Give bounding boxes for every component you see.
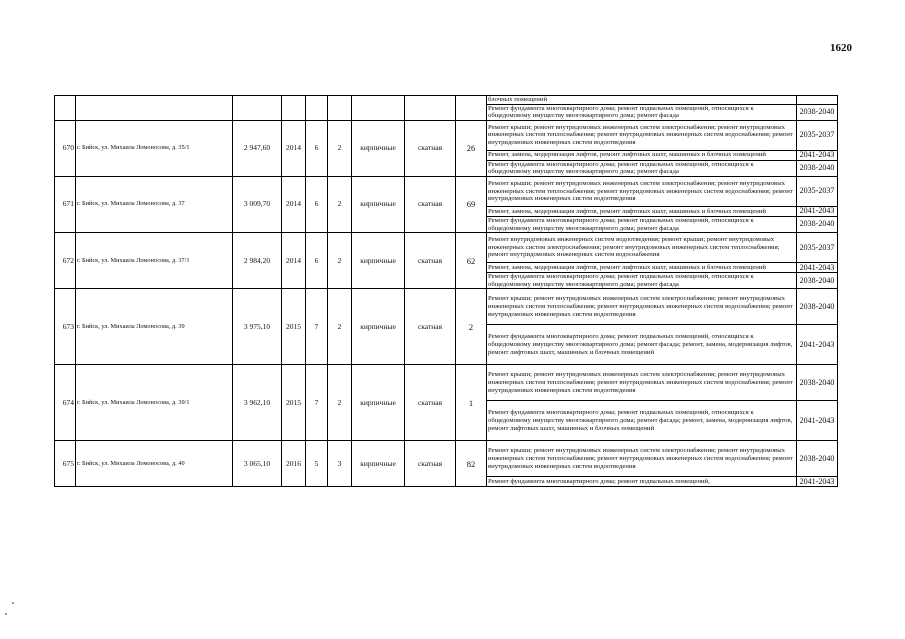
row-number: 673 bbox=[55, 289, 76, 365]
house-address: г. Бийск, ул. Михаила Ломоносова, д. 40 bbox=[76, 441, 233, 487]
cell-empty bbox=[233, 96, 282, 121]
house-floors: 6 bbox=[306, 176, 328, 232]
house-year: 2015 bbox=[282, 365, 306, 441]
work-description: Ремонт крыши; ремонт внутридомовых инженерных систем электроснабжения; ремонт внутридомовых инженерных систем теплоснабжения; ремонт внутридомовых инженерных систем водоснабжения; ремонт внутридомовых инженерных систем водоотведения bbox=[487, 176, 797, 206]
work-period: 2038-2040 bbox=[797, 273, 838, 289]
cell-empty bbox=[282, 96, 306, 121]
cell-empty bbox=[306, 96, 328, 121]
house-entrances: 2 bbox=[328, 120, 352, 176]
work-period: 2038-2040 bbox=[797, 160, 838, 176]
wall-material: кирпичные bbox=[352, 233, 405, 289]
house-address: г. Бийск, ул. Михаила Ломоносова, д. 37 bbox=[76, 176, 233, 232]
apartments-count: 69 bbox=[456, 176, 487, 232]
row-number: 671 bbox=[55, 176, 76, 232]
work-description: Ремонт крыши; ремонт внутридомовых инженерных систем электроснабжения; ремонт внутридомовых инженерных систем теплоснабжения; ремонт внутридомовых инженерных систем водоснабжения; ремонт внутридомовых инженерных систем водоотведения bbox=[487, 441, 797, 477]
house-address: г. Бийск, ул. Михаила Ломоносова, д. 35/1 bbox=[76, 120, 233, 176]
work-period: 2041-2043 bbox=[797, 206, 838, 216]
house-area: 2 947,60 bbox=[233, 120, 282, 176]
house-floors: 6 bbox=[306, 120, 328, 176]
house-address: г. Бийск, ул. Михаила Ломоносова, д. 39 bbox=[76, 289, 233, 365]
house-floors: 5 bbox=[306, 441, 328, 487]
apartments-count: 82 bbox=[456, 441, 487, 487]
work-period: 2038-2040 bbox=[797, 441, 838, 477]
house-area: 3 975,10 bbox=[233, 289, 282, 365]
house-year: 2015 bbox=[282, 289, 306, 365]
roof-type: скатная bbox=[405, 233, 456, 289]
house-year: 2014 bbox=[282, 233, 306, 289]
work-period: 2041-2043 bbox=[797, 401, 838, 441]
work-period: 2038-2040 bbox=[797, 216, 838, 232]
house-entrances: 2 bbox=[328, 365, 352, 441]
row-number: 670 bbox=[55, 120, 76, 176]
work-description: Ремонт внутридомовых инженерных систем водоотведения; ремонт крыши; ремонт внутридомовых инженерных систем электроснабжения; ремонт внутридомовых инженерных систем теплоснабжения; ремонт внутридомовых инженерных систем водоснабжения bbox=[487, 233, 797, 263]
scan-speck bbox=[12, 602, 14, 604]
house-floors: 6 bbox=[306, 233, 328, 289]
table-row bbox=[55, 120, 838, 150]
house-year: 2016 bbox=[282, 441, 306, 487]
table-row bbox=[55, 289, 838, 325]
house-area: 3 065,10 bbox=[233, 441, 282, 487]
work-period: 2041-2043 bbox=[797, 263, 838, 273]
wall-material: кирпичные bbox=[352, 441, 405, 487]
wall-material: кирпичные bbox=[352, 176, 405, 232]
house-floors: 7 bbox=[306, 365, 328, 441]
table-row bbox=[55, 441, 838, 477]
scan-speck bbox=[5, 613, 7, 615]
house-entrances: 2 bbox=[328, 176, 352, 232]
work-description: Ремонт фундамента многоквартирного дома; ремонт подвальных помещений, относящихся к общедомовому имуществу многоквартирного дома; ремонт фасада bbox=[487, 104, 797, 120]
work-description: Ремонт, замена, модернизация лифтов, ремонт лифтовых шахт, машинных и блочных помещений bbox=[487, 206, 797, 216]
house-entrances: 2 bbox=[328, 233, 352, 289]
work-period: 2035-2037 bbox=[797, 176, 838, 206]
capital-repair-table bbox=[54, 95, 838, 487]
roof-type: скатная bbox=[405, 120, 456, 176]
work-description: Ремонт фундамента многоквартирного дома; ремонт подвальных помещений, относящихся к общедомовому имуществу многоквартирного дома; ремонт фасада bbox=[487, 160, 797, 176]
row-number: 675 bbox=[55, 441, 76, 487]
house-area: 3 962,10 bbox=[233, 365, 282, 441]
work-description: блочных помещений bbox=[487, 96, 797, 105]
work-description: Ремонт крыши; ремонт внутридомовых инженерных систем электроснабжения; ремонт внутридомовых инженерных систем теплоснабжения; ремонт внутридомовых инженерных систем водоснабжения; ремонт внутридомовых инженерных систем водоотведения bbox=[487, 120, 797, 150]
house-address: г. Бийск, ул. Михаила Ломоносова, д. 37/1 bbox=[76, 233, 233, 289]
row-number: 674 bbox=[55, 365, 76, 441]
house-area: 2 984,20 bbox=[233, 233, 282, 289]
work-description: Ремонт крыши; ремонт внутридомовых инженерных систем электроснабжения; ремонт внутридомовых инженерных систем теплоснабжения; ремонт внутридомовых инженерных систем водоснабжения; ремонт внутридомовых инженерных систем водоотведения bbox=[487, 365, 797, 401]
work-period: 2038-2040 bbox=[797, 104, 838, 120]
house-year: 2014 bbox=[282, 176, 306, 232]
work-period: 2041-2043 bbox=[797, 325, 838, 365]
row-number: 672 bbox=[55, 233, 76, 289]
work-period: 2041-2043 bbox=[797, 477, 838, 487]
cell-empty bbox=[456, 96, 487, 121]
work-period: 2038-2040 bbox=[797, 289, 838, 325]
wall-material: кирпичные bbox=[352, 289, 405, 365]
work-period: 2038-2040 bbox=[797, 365, 838, 401]
work-description: Ремонт фундамента многоквартирного дома; ремонт подвальных помещений, относящихся к общедомовому имуществу многоквартирного дома; ремонт фасада bbox=[487, 216, 797, 232]
work-description: Ремонт фундамента многоквартирного дома; ремонт подвальных помещений, bbox=[487, 477, 797, 487]
apartments-count: 26 bbox=[456, 120, 487, 176]
table-row-continuation bbox=[55, 96, 838, 105]
work-period bbox=[797, 96, 838, 105]
wall-material: кирпичные bbox=[352, 365, 405, 441]
cell-empty bbox=[55, 96, 76, 121]
wall-material: кирпичные bbox=[352, 120, 405, 176]
table-row bbox=[55, 365, 838, 401]
work-description: Ремонт, замена, модернизация лифтов, ремонт лифтовых шахт, машинных и блочных помещений bbox=[487, 150, 797, 160]
apartments-count: 2 bbox=[456, 289, 487, 365]
cell-empty bbox=[405, 96, 456, 121]
table-row bbox=[55, 233, 838, 263]
work-description: Ремонт фундамента многоквартирного дома; ремонт подвальных помещений, относящихся к общедомовому имуществу многоквартирного дома; ремонт фасада bbox=[487, 273, 797, 289]
house-entrances: 3 bbox=[328, 441, 352, 487]
roof-type: скатная bbox=[405, 289, 456, 365]
work-period: 2035-2037 bbox=[797, 233, 838, 263]
work-period: 2041-2043 bbox=[797, 150, 838, 160]
page-number: 1620 bbox=[830, 42, 852, 54]
house-floors: 7 bbox=[306, 289, 328, 365]
work-description: Ремонт фундамента многоквартирного дома; ремонт подвальных помещений, относящихся к общедомовому имуществу многоквартирного дома; ремонт фасада; ремонт, замена, модернизация лифтов, ремонт лифтовых шахт, машинных и блочных помещений bbox=[487, 401, 797, 441]
roof-type: скатная bbox=[405, 176, 456, 232]
house-area: 3 009,70 bbox=[233, 176, 282, 232]
cell-empty bbox=[352, 96, 405, 121]
house-address: г. Бийск, ул. Михаила Ломоносова, д. 39/1 bbox=[76, 365, 233, 441]
house-entrances: 2 bbox=[328, 289, 352, 365]
cell-empty bbox=[76, 96, 233, 121]
table-row bbox=[55, 176, 838, 206]
work-period: 2035-2037 bbox=[797, 120, 838, 150]
cell-empty bbox=[328, 96, 352, 121]
apartments-count: 1 bbox=[456, 365, 487, 441]
work-description: Ремонт крыши; ремонт внутридомовых инженерных систем электроснабжения; ремонт внутридомовых инженерных систем теплоснабжения; ремонт внутридомовых инженерных систем водоснабжения; ремонт внутридомовых инженерных систем водоотведения bbox=[487, 289, 797, 325]
house-year: 2014 bbox=[282, 120, 306, 176]
apartments-count: 62 bbox=[456, 233, 487, 289]
work-description: Ремонт фундамента многоквартирного дома; ремонт подвальных помещений, относящихся к общедомовому имуществу многоквартирного дома; ремонт фасада; ремонт, замена, модернизация лифтов, ремонт лифтовых шахт, машинных и блочных помещений bbox=[487, 325, 797, 365]
roof-type: скатная bbox=[405, 365, 456, 441]
work-description: Ремонт, замена, модернизация лифтов, ремонт лифтовых шахт, машинных и блочных помещений bbox=[487, 263, 797, 273]
roof-type: скатная bbox=[405, 441, 456, 487]
